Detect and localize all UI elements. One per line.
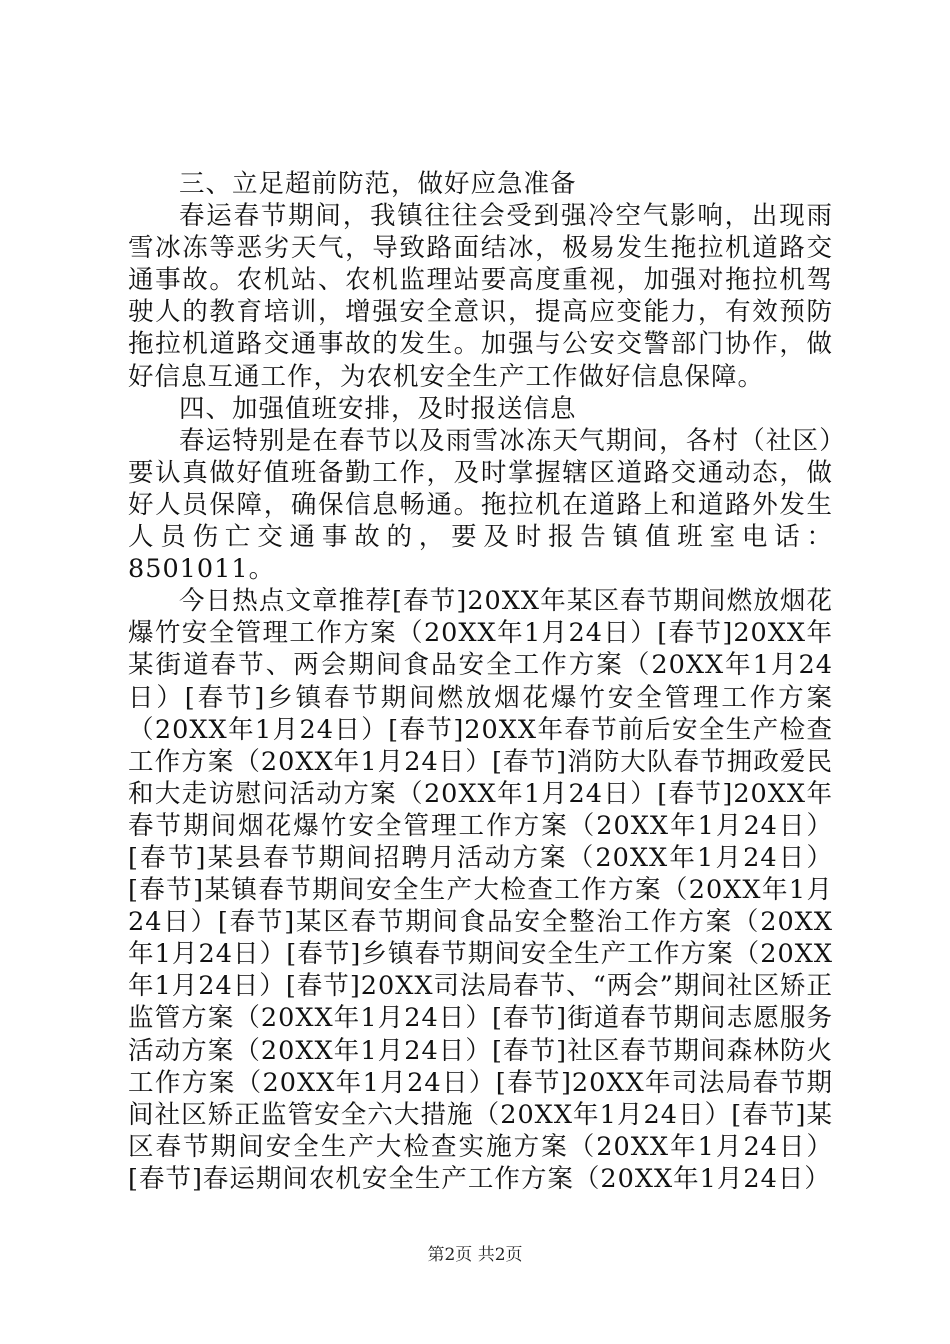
- recommended-articles-paragraph: 今日热点文章推荐[春节]20XX年某区春节期间燃放烟花爆竹安全管理工作方案（20XX年1月24日）[春节]20XX年某街道春节、两会期间食品安全工作方案（20XX年1月24日）[春节]乡镇春节期间燃放烟花爆竹安全管理工作方案（20XX年1月24日）[春节]20XX年春节前后安全生产检查工作方案（20XX年1月24日）[春节]消防大队春节拥政爱民和大走访慰问活动方案（20XX年1月24日）[春节]20XX年春节期间烟花爆竹安全管理工作方案（20XX年1月24日）[春节]某县春节期间招聘月活动方案（20XX年1月24日）[春节]某镇春节期间安全生产大检查工作方案（20XX年1月24日）[春节]某区春节期间食品安全整治工作方案（20XX年1月24日）[春节]乡镇春节期间安全生产工作方案（20XX年1月24日）[春节]20XX司法局春节、“两会”期间社区矫正监管方案（20XX年1月24日）[春节]街道春节期间志愿服务活动方案（20XX年1月24日）[春节]社区春节期间森林防火工作方案（20XX年1月24日）[春节]20XX年司法局春节期间社区矫正监管安全六大措施（20XX年1月24日）[春节]某区春节期间安全生产大检查实施方案（20XX年1月24日）[春节]春运期间农机安全生产工作方案（20XX年1月24日）: [128, 586, 833, 1194]
- section-3-heading: 三、立足超前防范，做好应急准备: [179, 169, 577, 199]
- document-body: [128, 168, 833, 1195]
- section-4-paragraph: 春运特别是在春节以及雨雪冰冻天气期间，各村（社区）要认真做好值班备勤工作，及时掌握辖区道路交通动态，做好人员保障，确保信息畅通。拖拉机在道路上和道路外发生人员伤亡交通事故的，要及时报告镇值班室电话：8501011。: [128, 425, 833, 585]
- section-4-heading: 四、加强值班安排，及时报送信息: [179, 393, 577, 424]
- section-3-paragraph: 春运春节期间，我镇往往会受到强冷空气影响，出现雨雪冰冻等恶劣天气，导致路面结冰，极易发生拖拉机道路交通事故。农机站、农机监理站要高度重视，加强对拖拉机驾驶人的教育培训，增强安全意识，提高应变能力，有效预防拖拉机道路交通事故的发生。加强与公安交警部门协作，做好信息互通工作，为农机安全生产工作做好信息保障。: [128, 201, 833, 392]
- page-number-footer: 第2页 共2页: [427, 1245, 523, 1265]
